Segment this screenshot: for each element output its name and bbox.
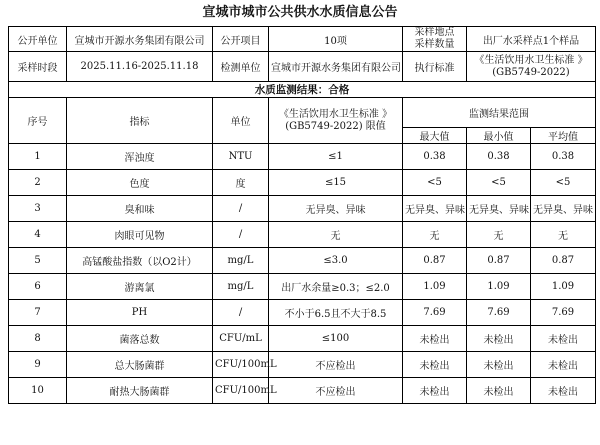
row-max: 未检出	[403, 378, 467, 404]
row-min: 未检出	[467, 378, 531, 404]
page-title: 宣城市城市公共供水水质信息公告	[202, 5, 398, 20]
row-avg: 未检出	[531, 326, 596, 352]
row-max: 未检出	[403, 326, 467, 352]
table-row	[9, 248, 596, 274]
row-unit: CFU/100mL	[213, 378, 269, 404]
row-avg: 无异臭、异味	[531, 196, 596, 222]
row-limit: ≤3.0	[269, 248, 403, 274]
table-row	[9, 170, 596, 196]
table-row	[9, 274, 596, 300]
row-avg: 0.87	[531, 248, 596, 274]
row-indicator: 高锰酸盐指数（以O2计）	[67, 248, 213, 274]
time-value: 2025.11.16-2025.11.18	[67, 52, 213, 82]
table-row	[9, 352, 596, 378]
row-min: 1.09	[467, 274, 531, 300]
row-max: 无	[403, 222, 467, 248]
table-row	[9, 196, 596, 222]
row-limit: ≤1	[269, 144, 403, 170]
row-max: 0.38	[403, 144, 467, 170]
header-unit: 单位	[213, 98, 269, 144]
result-row	[9, 82, 596, 98]
row-no: 4	[9, 222, 67, 248]
info-row-2	[9, 52, 596, 82]
row-min: 0.38	[467, 144, 531, 170]
row-unit: /	[213, 222, 269, 248]
org-label: 检测单位	[213, 52, 269, 82]
row-indicator: 游离氯	[67, 274, 213, 300]
row-min: 无异臭、异味	[467, 196, 531, 222]
row-max: 0.87	[403, 248, 467, 274]
row-limit: 无异臭、异味	[269, 196, 403, 222]
row-indicator: 臭和味	[67, 196, 213, 222]
items-label: 公开项目	[213, 27, 269, 52]
row-limit: 不小于6.5且不大于8.5	[269, 300, 403, 326]
row-limit: 出厂水余量≥0.3；≤2.0	[269, 274, 403, 300]
row-no: 8	[9, 326, 67, 352]
info-row-1	[9, 27, 596, 52]
row-limit: 无	[269, 222, 403, 248]
row-no: 10	[9, 378, 67, 404]
row-indicator: 肉眼可见物	[67, 222, 213, 248]
row-avg: 1.09	[531, 274, 596, 300]
row-no: 1	[9, 144, 67, 170]
row-min: 0.87	[467, 248, 531, 274]
row-unit: 度	[213, 170, 269, 196]
header-avg: 平均值	[531, 128, 596, 144]
org-value: 宣城市开源水务集团有限公司	[269, 52, 403, 82]
row-indicator: 总大肠菌群	[67, 352, 213, 378]
row-unit: mg/L	[213, 274, 269, 300]
row-no: 2	[9, 170, 67, 196]
sample-value: 出厂水采样点1个样品	[467, 27, 596, 52]
data-rows	[9, 144, 596, 404]
row-avg: 0.38	[531, 144, 596, 170]
row-min: 无	[467, 222, 531, 248]
row-unit: NTU	[213, 144, 269, 170]
row-avg: 无	[531, 222, 596, 248]
items-value: 10项	[269, 27, 403, 52]
table-row	[9, 378, 596, 404]
row-avg: <5	[531, 170, 596, 196]
row-max: 7.69	[403, 300, 467, 326]
row-unit: /	[213, 196, 269, 222]
row-min: 未检出	[467, 352, 531, 378]
header-row-1	[9, 98, 596, 128]
sample-label: 采样地点 采样数量	[403, 27, 467, 52]
unit-value: 宣城市开源水务集团有限公司	[67, 27, 213, 52]
row-avg: 7.69	[531, 300, 596, 326]
header-limit: 《生活饮用水卫生标准 》 (GB5749-2022) 限值	[269, 98, 403, 144]
header-no: 序号	[9, 98, 67, 144]
table-row	[9, 144, 596, 170]
row-no: 5	[9, 248, 67, 274]
header-range: 监测结果范围	[403, 98, 596, 128]
row-limit: ≤15	[269, 170, 403, 196]
row-indicator: 色度	[67, 170, 213, 196]
row-indicator: PH	[67, 300, 213, 326]
row-avg: 未检出	[531, 378, 596, 404]
row-unit: mg/L	[213, 248, 269, 274]
result-text: 水质监测结果：合格	[9, 82, 596, 98]
row-limit: 不应检出	[269, 352, 403, 378]
std-label: 执行标准	[403, 52, 467, 82]
header-max: 最大值	[403, 128, 467, 144]
row-unit: /	[213, 300, 269, 326]
row-no: 9	[9, 352, 67, 378]
row-min: <5	[467, 170, 531, 196]
row-no: 7	[9, 300, 67, 326]
water-quality-table	[8, 26, 596, 404]
row-indicator: 菌落总数	[67, 326, 213, 352]
row-limit: 不应检出	[269, 378, 403, 404]
row-no: 6	[9, 274, 67, 300]
header-indicator: 指标	[67, 98, 213, 144]
row-avg: 未检出	[531, 352, 596, 378]
time-label: 采样时段	[9, 52, 67, 82]
row-limit: ≤100	[269, 326, 403, 352]
row-max: 1.09	[403, 274, 467, 300]
std-value: 《生活饮用水卫生标准 》 (GB5749-2022)	[467, 52, 596, 82]
row-max: <5	[403, 170, 467, 196]
unit-label: 公开单位	[9, 27, 67, 52]
row-max: 未检出	[403, 352, 467, 378]
row-indicator: 浑浊度	[67, 144, 213, 170]
row-unit: CFU/100mL	[213, 352, 269, 378]
row-no: 3	[9, 196, 67, 222]
header-min: 最小值	[467, 128, 531, 144]
row-min: 未检出	[467, 326, 531, 352]
table-row	[9, 326, 596, 352]
table-row	[9, 222, 596, 248]
row-unit: CFU/mL	[213, 326, 269, 352]
table-row	[9, 300, 596, 326]
row-min: 7.69	[467, 300, 531, 326]
row-indicator: 耐热大肠菌群	[67, 378, 213, 404]
row-max: 无异臭、异味	[403, 196, 467, 222]
